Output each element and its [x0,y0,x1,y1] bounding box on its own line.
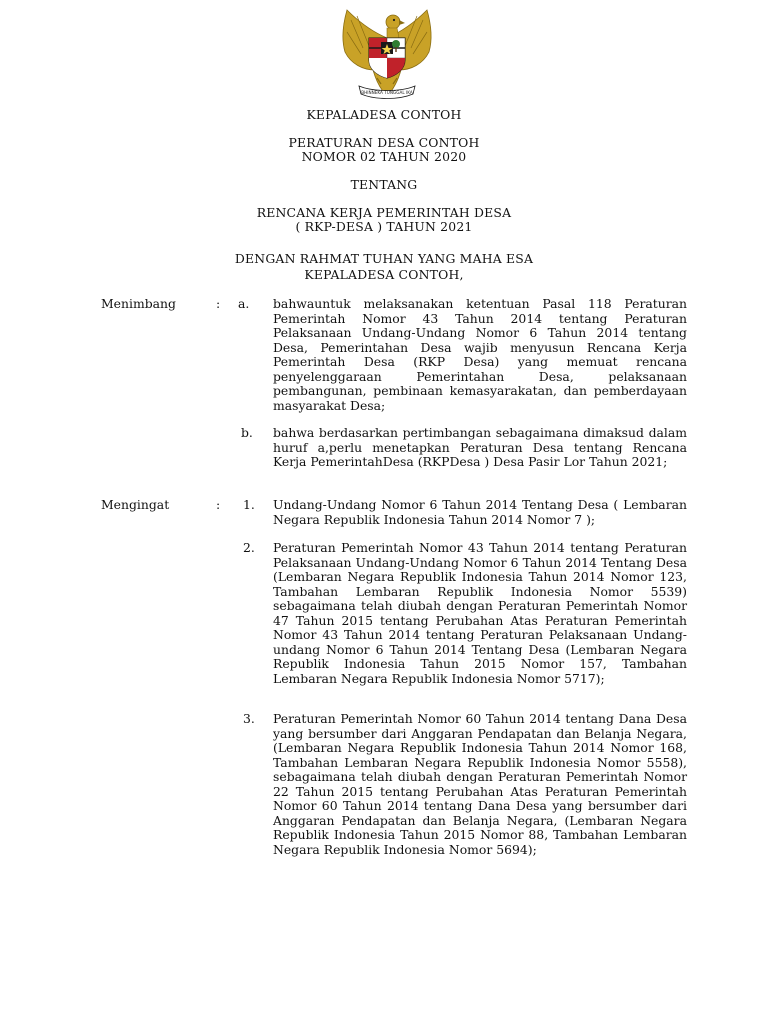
mengingat-marker-1: 1. [243,497,255,512]
menimbang-marker-b: b. [241,425,253,440]
menimbang-marker-a: a. [238,296,250,311]
subject-subtitle: ( RKP-DESA ) TAHUN 2021 [295,219,473,234]
regulation-number: NOMOR 02 TAHUN 2020 [301,149,467,164]
about-heading: TENTANG [350,177,418,192]
menimbang-label: Menimbang [101,296,176,311]
document-title: KEPALADESA CONTOH [306,107,462,122]
subject-title: RENCANA KERJA PEMERINTAH DESA [256,205,512,220]
menimbang-item-b: bahwa berdasarkan pertimbangan sebagaimana dimaksud dalam huruf a,perlu menetapkan Peraturan Desa tentang Rencana Kerja PemerintahDesa (RKPDesa ) Desa Pasir Lor Tahun 2021; [273,425,687,469]
mengingat-item-3: Peraturan Pemerintah Nomor 60 Tahun 2014 tentang Dana Desa yang bersumber dari Anggaran Pendapatan dan Belanja Negara, (Lembaran Negara Republik Indonesia Tahun 2014 Nomor 168, Tambahan Lembaran Negara Republik Indonesia Nomor 5558), sebagaimana telah diubah dengan Peraturan Pemerintah Nomor 22 Tahun 2015 tentang Perubahan Atas Peraturan Pemerintah Nomor 60 Tahun 2014 tentang Dana Desa yang bersumber dari Anggaran Pendapatan dan Belanja Negara, (Lembaran Negara Republik Indonesia Tahun 2015 Nomor 88, Tambahan Lembaran Negara Republik Indonesia Nomor 5694); [273,711,687,857]
regulation-title: PERATURAN DESA CONTOH [288,135,480,150]
preamble-line: DENGAN RAHMAT TUHAN YANG MAHA ESA [234,251,534,266]
menimbang-colon: : [216,296,221,311]
mengingat-item-2: Peraturan Pemerintah Nomor 43 Tahun 2014 tentang Peraturan Pelaksanaan Undang-Undang Nomor 6 Tahun 2014 Tentang Desa (Lembaran Negara Republik Indonesia Tahun 2014 Nomor 123, Tambahan Lembaran Republik Indonesia Nomor 5539) sebagaimana telah diubah dengan Peraturan Pemerintah Nomor 47 Tahun 2015 tentang Perubahan Atas Peraturan Pemerintah Nomor 43 Tahun 2014 tentang Peraturan Pelaksanaan Undang-undang Nomor 6 Tahun 2014 Tentang Desa (Lembaran Negara Republik Indonesia Tahun 2015 Nomor 157, Tambahan Lembaran Negara Republik Indonesia Nomor 5717); [273,540,687,686]
menimbang-item-a: bahwauntuk melaksanakan ketentuan Pasal 118 Peraturan Pemerintah Nomor 43 Tahun 2014 tentang Peraturan Pelaksanaan Undang-Undang Nomor 6 Tahun 2014 tentang Desa, Pemerintahan Desa wajib menyusun Rencana Kerja Pemerintah Desa (RKP Desa) yang memuat rencana penyelenggaraan Pemerintahan Desa, pelaksanaan pembangunan, pembinaan kemasyarakatan, dan pemberdayaan masyarakat Desa; [273,296,687,413]
mengingat-item-1: Undang-Undang Nomor 6 Tahun 2014 Tentang Desa ( Lembaran Negara Republik Indonesia Tahun 2014 Nomor 7 ); [273,497,687,527]
preamble-authority: KEPALADESA CONTOH, [304,267,464,282]
mengingat-colon: : [216,497,221,512]
mengingat-label: Mengingat [101,497,170,512]
mengingat-marker-3: 3. [243,711,255,726]
emblem-motto: BHINNEKA TUNGGAL IKA [361,90,413,95]
garuda-pancasila-emblem [333,8,441,104]
mengingat-marker-2: 2. [243,540,255,555]
